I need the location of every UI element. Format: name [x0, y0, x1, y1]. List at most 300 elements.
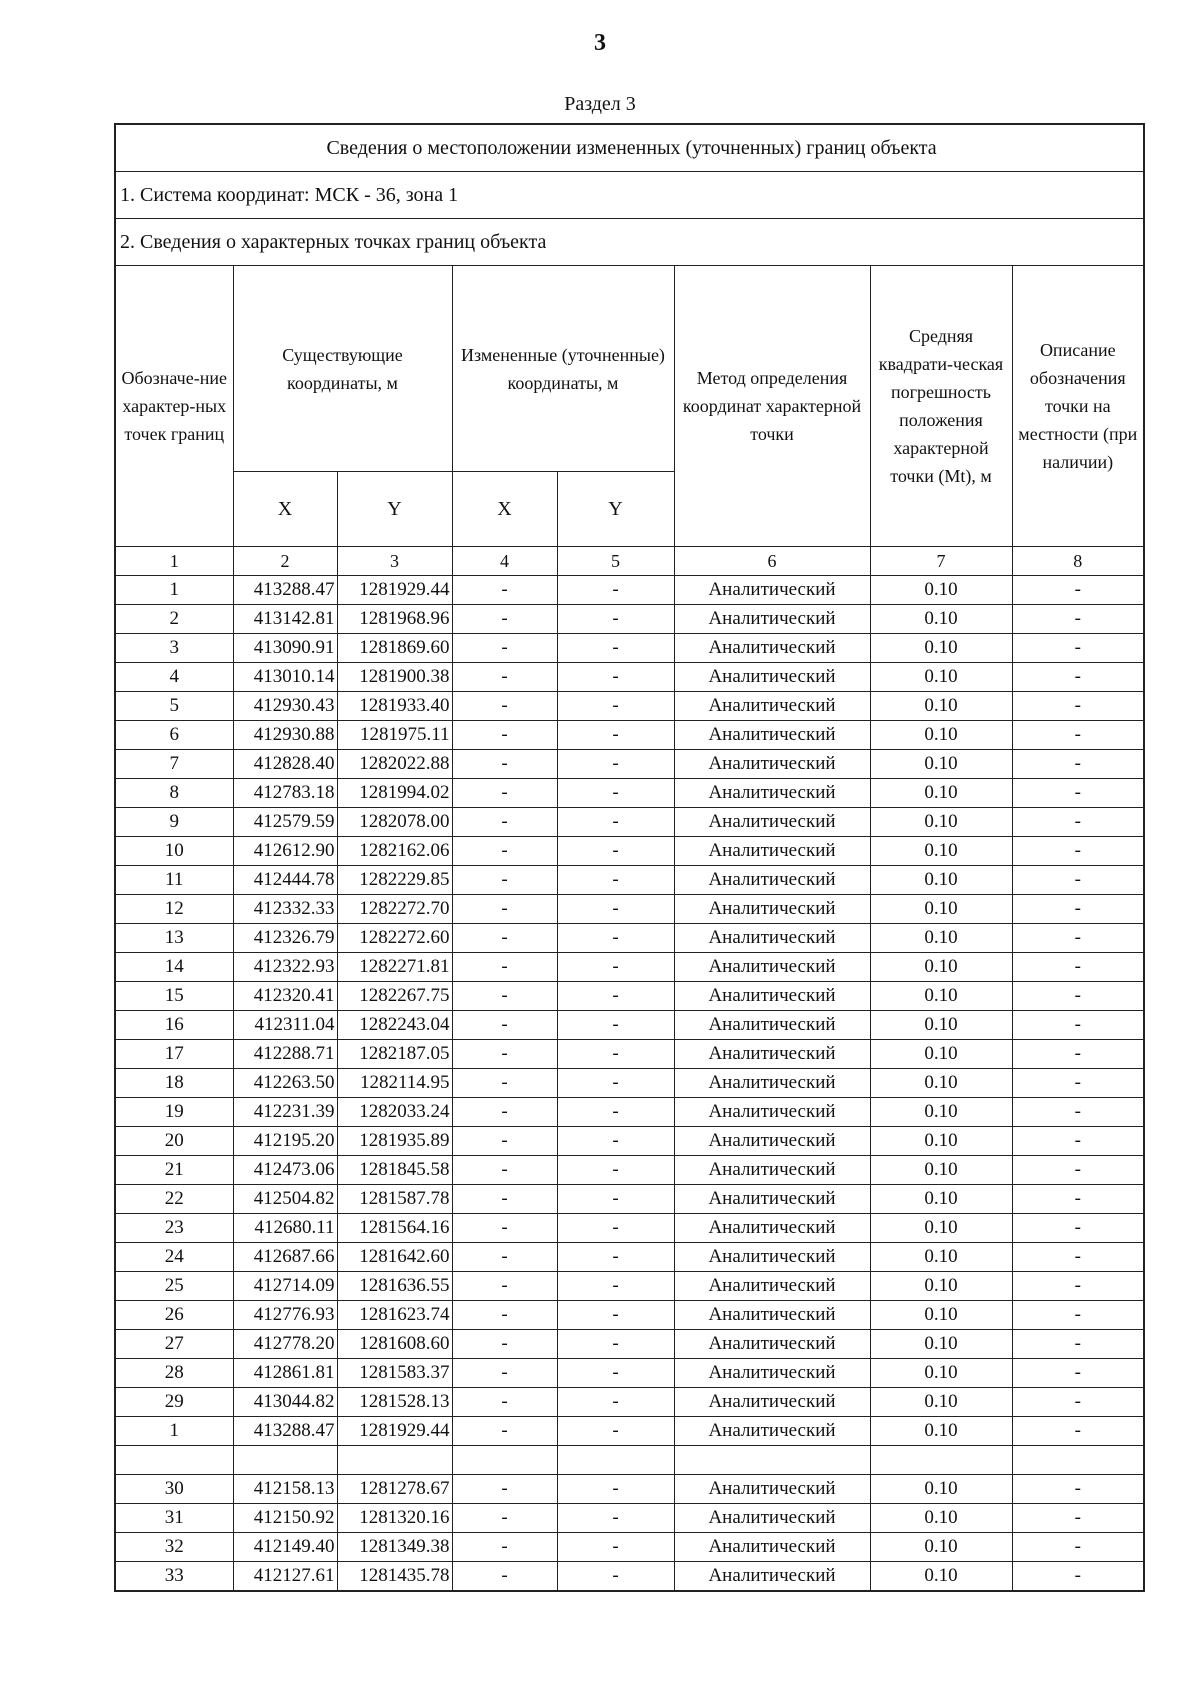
mean-square-error: 0.10	[870, 634, 1012, 663]
existing-x: 412326.79	[233, 924, 337, 953]
existing-y: 1281929.44	[337, 1417, 452, 1446]
existing-x: 412444.78	[233, 866, 337, 895]
table-row	[115, 1214, 1144, 1243]
points-part-1	[115, 576, 1144, 1446]
mean-square-error: 0.10	[870, 1185, 1012, 1214]
changed-y: -	[557, 1417, 674, 1446]
point-number: 28	[115, 1359, 233, 1388]
point-number: 14	[115, 953, 233, 982]
table-row	[115, 1156, 1144, 1185]
changed-y: -	[557, 1359, 674, 1388]
existing-x: 412473.06	[233, 1156, 337, 1185]
table-row	[115, 953, 1144, 982]
point-description: -	[1012, 1475, 1144, 1504]
changed-y: -	[557, 1214, 674, 1243]
point-number: 31	[115, 1504, 233, 1533]
changed-y: -	[557, 866, 674, 895]
changed-x: -	[452, 1417, 557, 1446]
table-row	[115, 1069, 1144, 1098]
method: Аналитический	[674, 1475, 870, 1504]
header-existing-y: Y	[337, 472, 452, 547]
changed-y: -	[557, 1388, 674, 1417]
existing-y: 1281623.74	[337, 1301, 452, 1330]
existing-x: 412332.33	[233, 895, 337, 924]
mean-square-error: 0.10	[870, 1562, 1012, 1592]
changed-x: -	[452, 1533, 557, 1562]
method: Аналитический	[674, 1272, 870, 1301]
method: Аналитический	[674, 1069, 870, 1098]
mean-square-error: 0.10	[870, 1301, 1012, 1330]
point-number: 5	[115, 692, 233, 721]
existing-y: 1281845.58	[337, 1156, 452, 1185]
changed-x: -	[452, 1098, 557, 1127]
mean-square-error: 0.10	[870, 866, 1012, 895]
method: Аналитический	[674, 895, 870, 924]
point-description: -	[1012, 808, 1144, 837]
existing-x: 412127.61	[233, 1562, 337, 1592]
existing-y: 1282187.05	[337, 1040, 452, 1069]
existing-x: 412149.40	[233, 1533, 337, 1562]
mean-square-error: 0.10	[870, 1098, 1012, 1127]
existing-y: 1281968.96	[337, 605, 452, 634]
existing-x: 413288.47	[233, 576, 337, 605]
existing-y: 1281435.78	[337, 1562, 452, 1592]
point-description: -	[1012, 576, 1144, 605]
changed-y: -	[557, 1330, 674, 1359]
method: Аналитический	[674, 1388, 870, 1417]
boundary-points-table	[114, 123, 1145, 1592]
mean-square-error: 0.10	[870, 750, 1012, 779]
existing-x: 412783.18	[233, 779, 337, 808]
mean-square-error: 0.10	[870, 1388, 1012, 1417]
method: Аналитический	[674, 779, 870, 808]
existing-x: 412776.93	[233, 1301, 337, 1330]
table-row	[115, 1127, 1144, 1156]
existing-x: 412288.71	[233, 1040, 337, 1069]
point-description: -	[1012, 1011, 1144, 1040]
table-row	[115, 1011, 1144, 1040]
changed-x: -	[452, 924, 557, 953]
method: Аналитический	[674, 634, 870, 663]
existing-y: 1281900.38	[337, 663, 452, 692]
point-description: -	[1012, 1185, 1144, 1214]
existing-x: 412311.04	[233, 1011, 337, 1040]
table-row	[115, 808, 1144, 837]
changed-y: -	[557, 808, 674, 837]
method: Аналитический	[674, 953, 870, 982]
point-description: -	[1012, 1243, 1144, 1272]
header-changed-y: Y	[557, 472, 674, 547]
point-description: -	[1012, 1272, 1144, 1301]
table-row	[115, 1359, 1144, 1388]
point-number: 32	[115, 1533, 233, 1562]
changed-y: -	[557, 1011, 674, 1040]
method: Аналитический	[674, 1185, 870, 1214]
method: Аналитический	[674, 605, 870, 634]
point-number: 30	[115, 1475, 233, 1504]
changed-y: -	[557, 1069, 674, 1098]
existing-y: 1281583.37	[337, 1359, 452, 1388]
method: Аналитический	[674, 1127, 870, 1156]
changed-y: -	[557, 953, 674, 982]
existing-y: 1281935.89	[337, 1127, 452, 1156]
point-description: -	[1012, 1417, 1144, 1446]
point-number: 18	[115, 1069, 233, 1098]
point-number: 26	[115, 1301, 233, 1330]
point-description: -	[1012, 605, 1144, 634]
existing-x: 412322.93	[233, 953, 337, 982]
changed-x: -	[452, 605, 557, 634]
changed-x: -	[452, 1330, 557, 1359]
existing-x: 412680.11	[233, 1214, 337, 1243]
existing-y: 1281278.67	[337, 1475, 452, 1504]
mean-square-error: 0.10	[870, 1475, 1012, 1504]
changed-x: -	[452, 837, 557, 866]
table-row	[115, 1475, 1144, 1504]
method: Аналитический	[674, 982, 870, 1011]
existing-x: 412612.90	[233, 837, 337, 866]
point-description: -	[1012, 953, 1144, 982]
changed-x: -	[452, 576, 557, 605]
changed-x: -	[452, 1475, 557, 1504]
point-description: -	[1012, 1098, 1144, 1127]
changed-y: -	[557, 1156, 674, 1185]
existing-x: 412687.66	[233, 1243, 337, 1272]
header-existing-coordinates: Существующие координаты, м	[233, 266, 452, 472]
mean-square-error: 0.10	[870, 1533, 1012, 1562]
point-description: -	[1012, 1533, 1144, 1562]
table-row	[115, 1301, 1144, 1330]
changed-y: -	[557, 1533, 674, 1562]
point-description: -	[1012, 1069, 1144, 1098]
point-number: 23	[115, 1214, 233, 1243]
point-description: -	[1012, 924, 1144, 953]
existing-y: 1282162.06	[337, 837, 452, 866]
changed-y: -	[557, 779, 674, 808]
changed-x: -	[452, 808, 557, 837]
existing-x: 412504.82	[233, 1185, 337, 1214]
existing-x: 412231.39	[233, 1098, 337, 1127]
changed-y: -	[557, 1504, 674, 1533]
table-row	[115, 1185, 1144, 1214]
table-title: Сведения о местоположении измененных (уточненных) границ объекта	[115, 124, 1144, 172]
point-description: -	[1012, 1330, 1144, 1359]
point-number: 19	[115, 1098, 233, 1127]
changed-y: -	[557, 750, 674, 779]
mean-square-error: 0.10	[870, 605, 1012, 634]
changed-y: -	[557, 576, 674, 605]
point-description: -	[1012, 750, 1144, 779]
existing-x: 413142.81	[233, 605, 337, 634]
point-number: 1	[115, 1417, 233, 1446]
changed-x: -	[452, 663, 557, 692]
method: Аналитический	[674, 837, 870, 866]
changed-x: -	[452, 1214, 557, 1243]
method: Аналитический	[674, 1243, 870, 1272]
changed-y: -	[557, 1562, 674, 1592]
mean-square-error: 0.10	[870, 1272, 1012, 1301]
changed-x: -	[452, 1185, 557, 1214]
empty-row	[115, 1446, 1144, 1475]
changed-x: -	[452, 1301, 557, 1330]
point-number: 15	[115, 982, 233, 1011]
points-part-2	[115, 1475, 1144, 1592]
changed-x: -	[452, 1359, 557, 1388]
existing-y: 1282229.85	[337, 866, 452, 895]
changed-y: -	[557, 721, 674, 750]
mean-square-error: 0.10	[870, 779, 1012, 808]
mean-square-error: 0.10	[870, 808, 1012, 837]
method: Аналитический	[674, 1562, 870, 1592]
header-method: Метод определения координат характерной точки	[674, 266, 870, 547]
changed-y: -	[557, 1098, 674, 1127]
column-number: 3	[337, 547, 452, 576]
point-number: 29	[115, 1388, 233, 1417]
existing-x: 412195.20	[233, 1127, 337, 1156]
method: Аналитический	[674, 1156, 870, 1185]
point-description: -	[1012, 1301, 1144, 1330]
contour-separator	[115, 1446, 1144, 1475]
method: Аналитический	[674, 924, 870, 953]
point-number: 2	[115, 605, 233, 634]
point-number: 1	[115, 576, 233, 605]
existing-y: 1282078.00	[337, 808, 452, 837]
method: Аналитический	[674, 1359, 870, 1388]
changed-y: -	[557, 1127, 674, 1156]
method: Аналитический	[674, 1417, 870, 1446]
table-row	[115, 837, 1144, 866]
existing-x: 413044.82	[233, 1388, 337, 1417]
point-description: -	[1012, 895, 1144, 924]
point-description: -	[1012, 1562, 1144, 1592]
mean-square-error: 0.10	[870, 1330, 1012, 1359]
changed-x: -	[452, 982, 557, 1011]
points-heading: 2. Сведения о характерных точках границ объекта	[115, 219, 1144, 266]
point-number: 21	[115, 1156, 233, 1185]
existing-x: 412861.81	[233, 1359, 337, 1388]
method: Аналитический	[674, 866, 870, 895]
column-number: 7	[870, 547, 1012, 576]
method: Аналитический	[674, 721, 870, 750]
point-description: -	[1012, 1504, 1144, 1533]
mean-square-error: 0.10	[870, 1127, 1012, 1156]
existing-x: 412930.43	[233, 692, 337, 721]
mean-square-error: 0.10	[870, 576, 1012, 605]
header-changed-x: X	[452, 472, 557, 547]
point-description: -	[1012, 663, 1144, 692]
changed-x: -	[452, 1562, 557, 1592]
existing-x: 412320.41	[233, 982, 337, 1011]
changed-y: -	[557, 1185, 674, 1214]
point-description: -	[1012, 1214, 1144, 1243]
mean-square-error: 0.10	[870, 1214, 1012, 1243]
existing-y: 1281608.60	[337, 1330, 452, 1359]
existing-y: 1282243.04	[337, 1011, 452, 1040]
method: Аналитический	[674, 663, 870, 692]
mean-square-error: 0.10	[870, 1243, 1012, 1272]
column-number: 6	[674, 547, 870, 576]
changed-x: -	[452, 866, 557, 895]
existing-y: 1281349.38	[337, 1533, 452, 1562]
changed-y: -	[557, 1243, 674, 1272]
point-number: 20	[115, 1127, 233, 1156]
header-existing-x: X	[233, 472, 337, 547]
method: Аналитический	[674, 1301, 870, 1330]
existing-y: 1282272.60	[337, 924, 452, 953]
changed-x: -	[452, 1388, 557, 1417]
mean-square-error: 0.10	[870, 1011, 1012, 1040]
existing-y: 1282022.88	[337, 750, 452, 779]
existing-x: 412714.09	[233, 1272, 337, 1301]
existing-x: 412158.13	[233, 1475, 337, 1504]
changed-y: -	[557, 634, 674, 663]
table-row	[115, 1330, 1144, 1359]
changed-y: -	[557, 605, 674, 634]
point-description: -	[1012, 1388, 1144, 1417]
mean-square-error: 0.10	[870, 692, 1012, 721]
mean-square-error: 0.10	[870, 837, 1012, 866]
table-row	[115, 721, 1144, 750]
point-description: -	[1012, 837, 1144, 866]
mean-square-error: 0.10	[870, 1504, 1012, 1533]
existing-y: 1281929.44	[337, 576, 452, 605]
existing-x: 413288.47	[233, 1417, 337, 1446]
changed-x: -	[452, 634, 557, 663]
changed-y: -	[557, 692, 674, 721]
existing-y: 1281320.16	[337, 1504, 452, 1533]
table-row	[115, 1243, 1144, 1272]
column-number: 4	[452, 547, 557, 576]
changed-x: -	[452, 1272, 557, 1301]
point-number: 17	[115, 1040, 233, 1069]
mean-square-error: 0.10	[870, 663, 1012, 692]
point-number: 33	[115, 1562, 233, 1592]
existing-y: 1281587.78	[337, 1185, 452, 1214]
changed-x: -	[452, 1011, 557, 1040]
point-description: -	[1012, 692, 1144, 721]
table-row	[115, 1098, 1144, 1127]
point-description: -	[1012, 779, 1144, 808]
changed-x: -	[452, 1127, 557, 1156]
mean-square-error: 0.10	[870, 721, 1012, 750]
existing-y: 1281975.11	[337, 721, 452, 750]
changed-x: -	[452, 779, 557, 808]
changed-x: -	[452, 1040, 557, 1069]
changed-y: -	[557, 1272, 674, 1301]
changed-x: -	[452, 721, 557, 750]
changed-x: -	[452, 1069, 557, 1098]
existing-y: 1282272.70	[337, 895, 452, 924]
point-number: 22	[115, 1185, 233, 1214]
changed-y: -	[557, 1040, 674, 1069]
point-number: 9	[115, 808, 233, 837]
point-description: -	[1012, 866, 1144, 895]
changed-y: -	[557, 924, 674, 953]
table-row	[115, 1533, 1144, 1562]
table-row	[115, 1417, 1144, 1446]
changed-x: -	[452, 750, 557, 779]
point-description: -	[1012, 1040, 1144, 1069]
mean-square-error: 0.10	[870, 953, 1012, 982]
table-row	[115, 982, 1144, 1011]
mean-square-error: 0.10	[870, 895, 1012, 924]
existing-y: 1281564.16	[337, 1214, 452, 1243]
point-description: -	[1012, 634, 1144, 663]
point-number: 24	[115, 1243, 233, 1272]
changed-y: -	[557, 663, 674, 692]
method: Аналитический	[674, 1533, 870, 1562]
table-row	[115, 1388, 1144, 1417]
changed-x: -	[452, 895, 557, 924]
table-row	[115, 924, 1144, 953]
table-row	[115, 1562, 1144, 1592]
section-label: Раздел 3	[564, 93, 636, 115]
column-number: 8	[1012, 547, 1144, 576]
existing-y: 1282033.24	[337, 1098, 452, 1127]
table-row	[115, 1504, 1144, 1533]
method: Аналитический	[674, 808, 870, 837]
column-number: 2	[233, 547, 337, 576]
point-number: 12	[115, 895, 233, 924]
existing-x: 412828.40	[233, 750, 337, 779]
existing-y: 1281636.55	[337, 1272, 452, 1301]
table-row	[115, 663, 1144, 692]
changed-y: -	[557, 895, 674, 924]
existing-x: 412778.20	[233, 1330, 337, 1359]
existing-y: 1282271.81	[337, 953, 452, 982]
existing-x: 412579.59	[233, 808, 337, 837]
method: Аналитический	[674, 1011, 870, 1040]
point-number: 25	[115, 1272, 233, 1301]
point-description: -	[1012, 982, 1144, 1011]
changed-x: -	[452, 692, 557, 721]
point-number: 13	[115, 924, 233, 953]
existing-x: 412930.88	[233, 721, 337, 750]
existing-x: 413010.14	[233, 663, 337, 692]
point-number: 10	[115, 837, 233, 866]
point-number: 27	[115, 1330, 233, 1359]
table-row	[115, 605, 1144, 634]
point-description: -	[1012, 1156, 1144, 1185]
point-number: 4	[115, 663, 233, 692]
method: Аналитический	[674, 576, 870, 605]
point-number: 7	[115, 750, 233, 779]
existing-y: 1282267.75	[337, 982, 452, 1011]
existing-x: 412263.50	[233, 1069, 337, 1098]
mean-square-error: 0.10	[870, 1040, 1012, 1069]
existing-y: 1281869.60	[337, 634, 452, 663]
mean-square-error: 0.10	[870, 1069, 1012, 1098]
point-number: 16	[115, 1011, 233, 1040]
changed-x: -	[452, 1504, 557, 1533]
header-error: Средняя квадрати-ческая погрешность положения характерной точки (Mt), м	[870, 266, 1012, 547]
page-number: 3	[594, 30, 606, 56]
table-row	[115, 692, 1144, 721]
column-number: 5	[557, 547, 674, 576]
mean-square-error: 0.10	[870, 982, 1012, 1011]
point-description: -	[1012, 721, 1144, 750]
header-changed-coordinates: Измененные (уточненные) координаты, м	[452, 266, 674, 472]
method: Аналитический	[674, 1214, 870, 1243]
mean-square-error: 0.10	[870, 1359, 1012, 1388]
changed-x: -	[452, 1156, 557, 1185]
header-designation: Обозначе-ние характер-ных точек границ	[115, 266, 233, 547]
mean-square-error: 0.10	[870, 1156, 1012, 1185]
method: Аналитический	[674, 1098, 870, 1127]
mean-square-error: 0.10	[870, 1417, 1012, 1446]
existing-y: 1281933.40	[337, 692, 452, 721]
method: Аналитический	[674, 1504, 870, 1533]
